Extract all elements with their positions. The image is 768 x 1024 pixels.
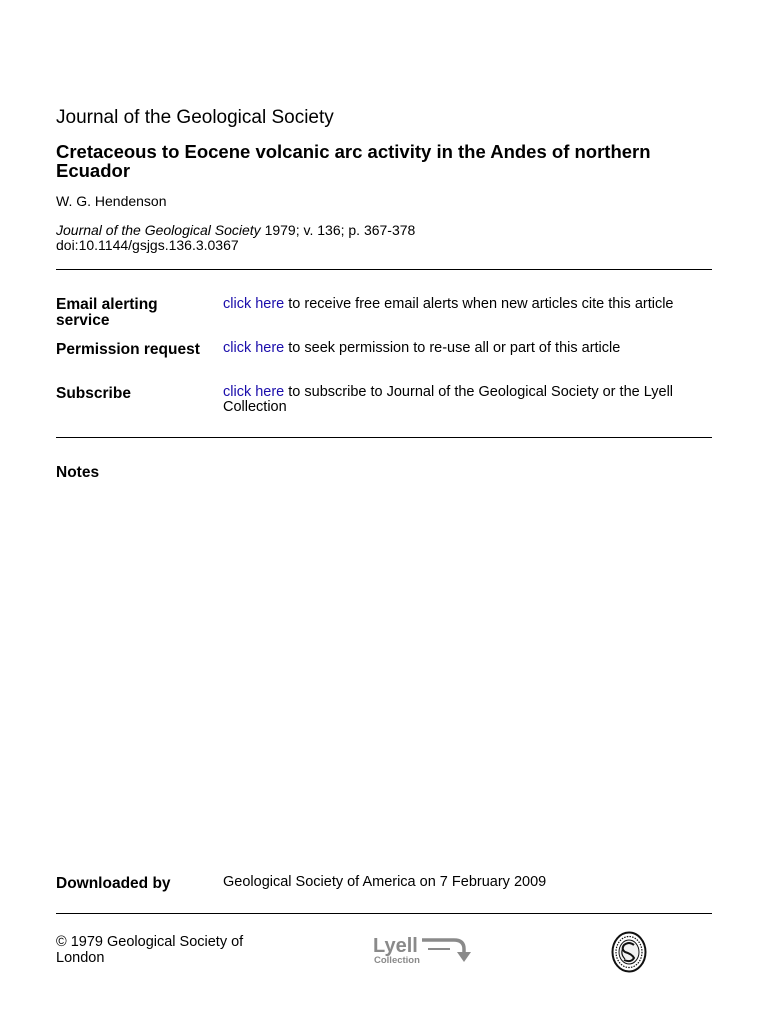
downloaded-value: Geological Society of America on 7 February 2009	[223, 874, 547, 890]
downloaded-label: Downloaded by	[56, 875, 171, 892]
journal-name: Journal of the Geological Society	[56, 107, 334, 128]
subscribe-link[interactable]: click here	[223, 384, 285, 400]
geological-society-seal-icon	[610, 930, 648, 979]
divider-top	[56, 269, 712, 270]
permission-link[interactable]: click here	[223, 340, 285, 356]
lyell-logo-sub: Collection	[374, 955, 420, 966]
service-desc-permission: click here to seek permission to re-use all or part of this article	[223, 340, 621, 356]
article-title: Cretaceous to Eocene volcanic arc activity in the Andes of northern Ecuador	[56, 141, 651, 181]
lyell-collection-logo	[372, 930, 474, 973]
citation-details: 1979; v. 136; p. 367-378	[260, 222, 416, 238]
service-desc-subscribe: click here to subscribe to Journal of the Geological Society or the Lyell Collection	[223, 384, 674, 415]
lyell-logo-word: Lyell	[373, 935, 418, 957]
divider-middle	[56, 437, 712, 438]
divider-bottom	[56, 913, 712, 914]
email-alert-link[interactable]: click here	[223, 296, 285, 312]
citation-journal: Journal of the Geological Society	[56, 222, 261, 238]
copyright: © 1979 Geological Society of London	[56, 934, 244, 966]
doi: doi:10.1144/gsjgs.136.3.0367	[56, 237, 239, 253]
lyell-logo-icon	[372, 930, 474, 968]
service-label-subscribe: Subscribe	[56, 385, 131, 402]
service-label-permission: Permission request	[56, 341, 200, 358]
service-desc-email: click here to receive free email alerts when new articles cite this article	[223, 296, 674, 312]
service-label-email: Email alerting service	[56, 296, 158, 329]
citation	[56, 223, 415, 253]
notes-label: Notes	[56, 464, 100, 481]
article-author: W. G. Hendenson	[56, 193, 167, 209]
